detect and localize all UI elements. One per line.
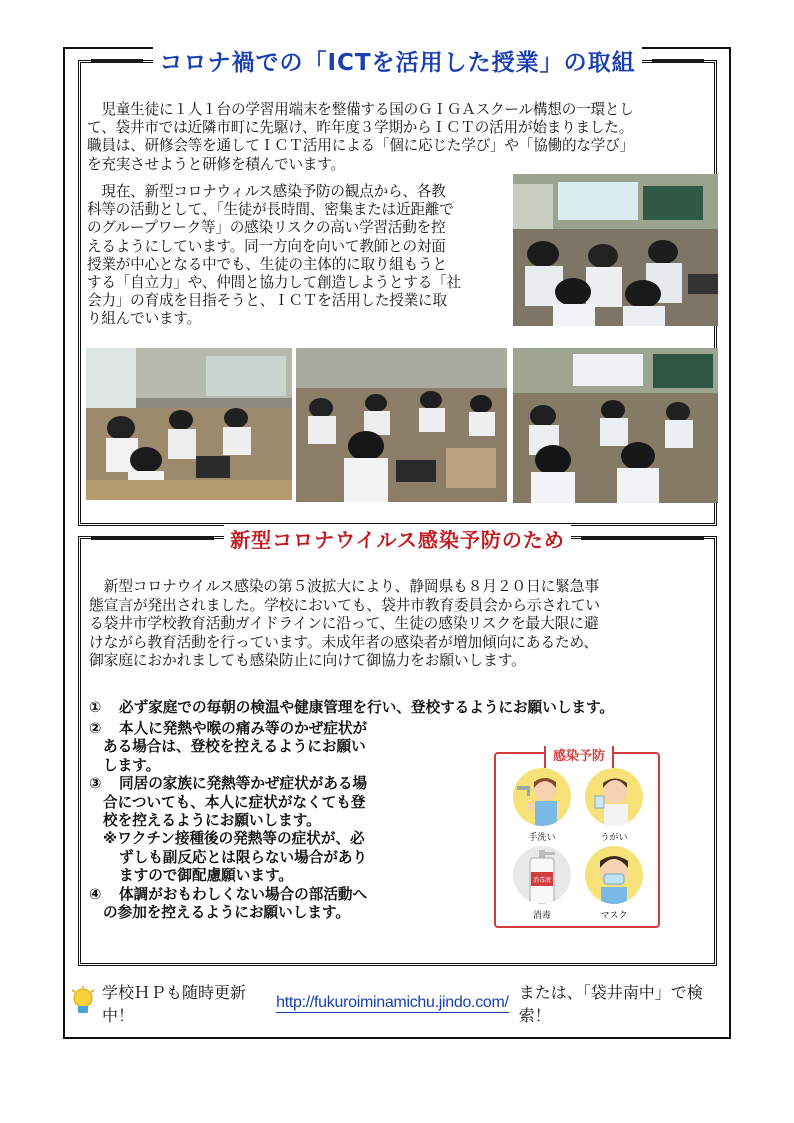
item-number: ① — [89, 699, 102, 716]
ict-intro-paragraph — [87, 101, 709, 174]
item-text: 同居の家族に発熱等かぜ症状がある場 — [119, 775, 368, 793]
text-line: する「自立力」や、仲間と協力して創造しようとする「社 — [87, 274, 461, 292]
vaccine-note: ずしも副反応とは限らない場合があり — [119, 848, 368, 866]
poster-gargle — [582, 768, 646, 843]
item-text: 本人に発熱や喉の痛み等のかぜ症状が — [119, 720, 368, 737]
ict-current-paragraph — [87, 183, 507, 329]
poster-label: うがい — [600, 833, 628, 843]
poster-title: 感染予防 — [544, 746, 614, 768]
title-rule-right — [652, 59, 704, 62]
gargle-icon — [585, 768, 643, 826]
item-text: の参加を控えるようにお願いします。 — [103, 904, 350, 922]
poster-label: マスク — [600, 911, 628, 921]
school-website-link[interactable]: http://fukuroiminamichu.jindo.com/ — [276, 993, 509, 1011]
handwash-icon — [513, 768, 571, 826]
title-rule-left — [91, 537, 214, 540]
item-number: ② — [89, 720, 102, 737]
title-rule-right — [581, 537, 704, 540]
classroom-photo-2 — [86, 348, 292, 500]
prevention-section-title-bar — [81, 518, 714, 558]
request-item-4 — [89, 886, 429, 904]
footer-trail: または、「袋井南中」で検索！ — [518, 983, 703, 1025]
poster-mask — [582, 846, 646, 921]
lightbulb-icon — [70, 986, 96, 1020]
text-line: 現在、新型コロナウィルス感染予防の観点から、各教 — [87, 183, 446, 200]
classroom-photo-1 — [513, 174, 718, 326]
prevention-paragraph — [89, 578, 714, 671]
poster-handwash — [510, 768, 574, 843]
ict-section-title-bar — [81, 40, 714, 80]
request-list — [89, 720, 429, 922]
text-line: り組んでいます。 — [87, 310, 201, 328]
text-line: 児童生徒に１人１台の学習用端末を整備する国のＧＩＧＡスクール構想の一環とし — [87, 101, 634, 118]
text-line: のグループワーク等」の感染リスクの高い学習活動を控 — [87, 219, 446, 237]
prevention-section-title: 新型コロナウイルス感染予防のため — [224, 524, 571, 553]
text-line: 御家庭におかれましても感染防止に向けて御協力をお願いします。 — [89, 652, 526, 670]
text-line: る袋井市学校教育活動ガイドラインに沿って、生徒の感染リスクを最大限に避 — [89, 615, 599, 633]
text-line: 授業が中心となる中でも、生徒の主体的に取り組もうと — [87, 255, 447, 273]
text-line: を充実させようと研修を積んでいます。 — [87, 155, 345, 173]
classroom-photo-4 — [513, 348, 718, 503]
text-line: 会力」の育成を目指そうと、ＩＣＴを活用した授業に取 — [87, 292, 447, 310]
item-text: 体調がおもわしくない場合の部活動へ — [119, 885, 368, 903]
title-rule-left — [91, 59, 143, 62]
text-line: 科等の活動として、「生徒が長時間、密集または近距離で — [87, 201, 454, 219]
item-number: ③ — [89, 775, 102, 793]
classroom-photo-3 — [296, 348, 507, 502]
ict-section-title: コロナ禍での「ICTを活用した授業」の取組 — [153, 44, 641, 77]
item-text: 必ず家庭での毎朝の検温や健康管理を行い、登校するようにお願いします。 — [119, 699, 615, 716]
mask-icon — [585, 846, 643, 904]
bottle-label: 消毒液 — [532, 877, 552, 884]
poster-label: 消毒 — [532, 911, 551, 921]
item-text: ある場合は、登校を控えるようにお願い — [103, 738, 366, 756]
text-line: 態宣言が発出されました。学校においても、袋井市教育委員会から示されてい — [89, 596, 600, 614]
request-item-1 — [89, 699, 714, 717]
item-text: 校を控えるようにお願いします。 — [103, 812, 321, 830]
request-item-3 — [89, 775, 429, 793]
text-line: 新型コロナウイルス感染の第５波拡大により、静岡県も８月２０日に緊急事 — [89, 578, 600, 595]
vaccine-note: ※ワクチン接種後の発熱等の症状が、必 — [103, 830, 365, 848]
text-line: 職員は、研修会等を通してＩＣＴ活用による「個に応じた学び」や「協働的な学び」 — [87, 137, 634, 155]
footer — [70, 983, 725, 1025]
item-number: ④ — [89, 885, 102, 903]
item-text: します。 — [103, 756, 161, 774]
request-item-2 — [89, 720, 429, 738]
disinfectant-bottle-icon — [513, 846, 571, 904]
footer-lead: 学校ＨＰも随時更新中！ — [102, 983, 247, 1025]
item-text: 合についても、本人に症状がなくても登 — [103, 793, 366, 811]
poster-disinfect — [510, 846, 574, 921]
text-line: えるようにしています。同一方向を向いて教師との対面 — [87, 237, 446, 255]
prevention-poster — [494, 749, 660, 928]
vaccine-note: ますので御配慮願います。 — [119, 867, 293, 885]
poster-label: 手洗い — [528, 833, 556, 843]
text-line: て、袋井市では近隣市町に先駆け、昨年度３学期からＩＣＴの活用が始まりました。 — [87, 119, 634, 137]
text-line: けながら教育活動を行っています。未成年者の感染者が増加傾向にあるため、 — [89, 633, 599, 651]
